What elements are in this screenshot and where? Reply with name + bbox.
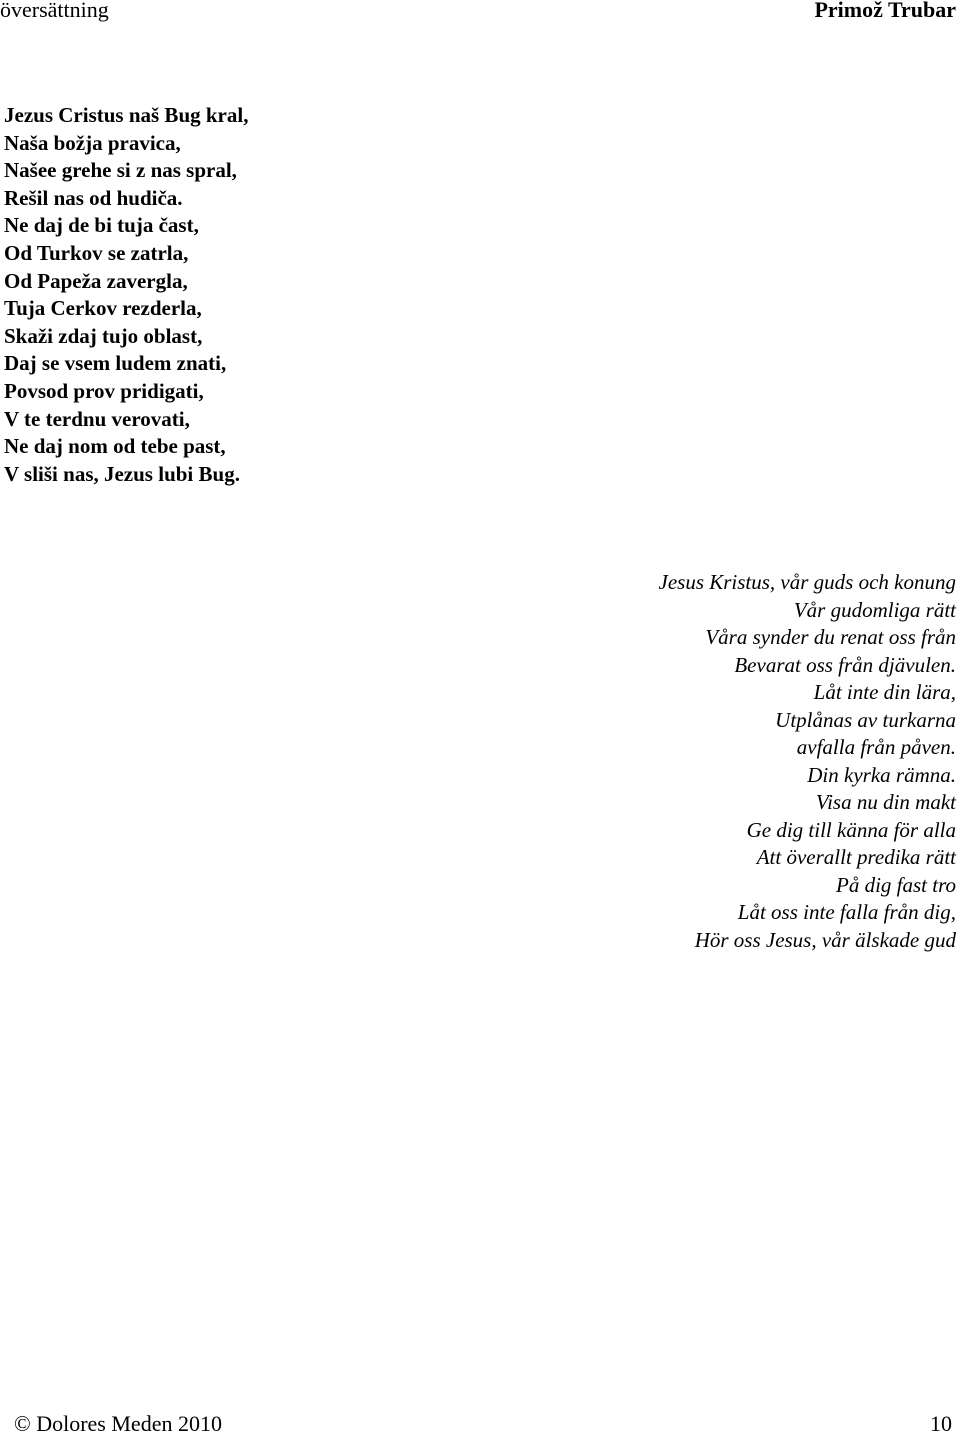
original-poem-line: Povsod prov pridigati,	[4, 378, 204, 403]
translated-poem-line: Våra synder du renat oss från	[705, 625, 956, 649]
footer-copyright: © Dolores Meden 2010	[14, 1411, 222, 1436]
original-poem-line: V te terdnu verovati,	[4, 406, 190, 431]
translated-poem-line: Låt inte din lära,	[813, 680, 956, 704]
translated-poem-line: Hör oss Jesus, vår älskade gud	[694, 927, 956, 952]
original-poem-line: Naša božja pravica,	[4, 130, 181, 155]
original-poem-line: Daj se vsem ludem znati,	[4, 351, 227, 376]
translated-poem-line: Bevarat oss från djävulen.	[734, 652, 956, 677]
translated-poem-line: Visa nu din makt	[815, 790, 956, 814]
translated-poem-line: Låt oss inte falla från dig,	[737, 900, 956, 924]
header-author-name: Primož Trubar	[814, 0, 956, 22]
original-poem-line: Rešil nas od hudiča.	[4, 185, 183, 210]
translated-poem-line: På dig fast tro	[836, 872, 956, 897]
translated-poem-line: Jesus Kristus, vår guds och konung	[658, 570, 956, 594]
translated-poem-line: avfalla från påven.	[796, 735, 956, 759]
page-number: 10	[930, 1411, 952, 1436]
original-poem	[4, 102, 248, 488]
translated-poem-line: Vår gudomliga rätt	[793, 597, 956, 622]
header-section-label: översättning	[0, 0, 109, 22]
translated-poem-line: Utplånas av turkarna	[775, 707, 956, 732]
original-poem-line: Tuja Cerkov rezderla,	[4, 296, 202, 321]
translated-poem-line: Att överallt predika rätt	[756, 845, 956, 869]
original-poem-line: Ne daj nom od tebe past,	[4, 434, 226, 459]
original-poem-line: Ne daj de bi tuja čast,	[4, 213, 199, 238]
translated-poem-line: Din kyrka rämna.	[807, 762, 956, 787]
original-poem-line: V sliši nas, Jezus lubi Bug.	[4, 461, 240, 486]
original-poem-line: Našee grehe si z nas spral,	[4, 158, 237, 183]
original-poem-line: Od Turkov se zatrla,	[4, 240, 189, 265]
original-poem-line: Od Papeža zavergla,	[4, 268, 188, 293]
original-poem-line: Skaži zdaj tujo oblast,	[4, 323, 203, 348]
translated-poem-line: Ge dig till känna för alla	[746, 817, 956, 842]
translated-poem	[659, 569, 957, 954]
original-poem-line: Jezus Cristus naš Bug kral,	[4, 103, 249, 127]
